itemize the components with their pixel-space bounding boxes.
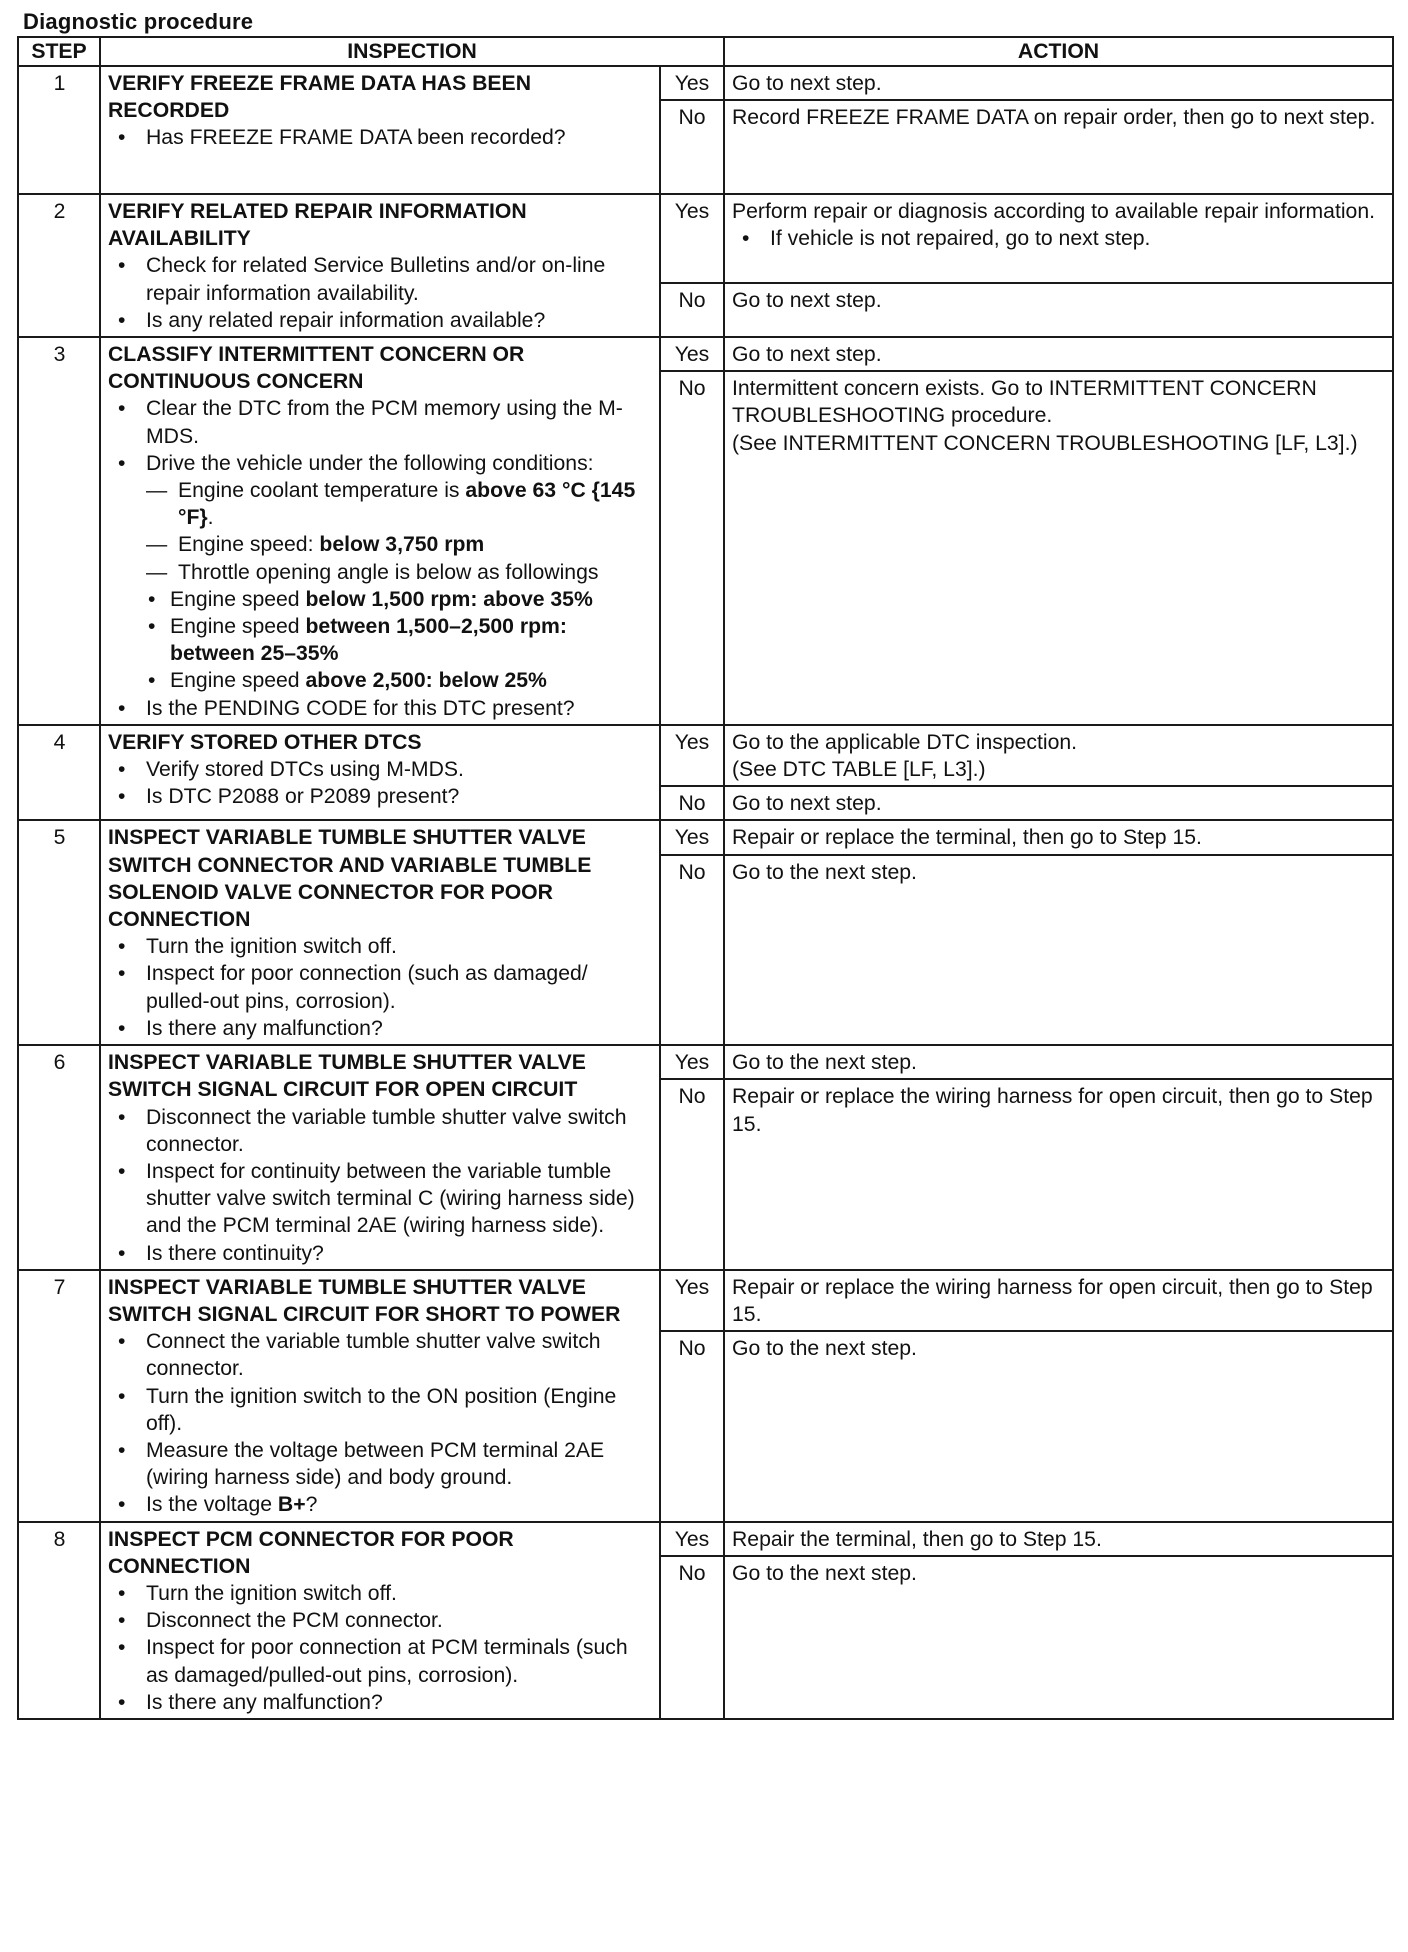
step-inspection <box>100 66 660 194</box>
document-title: Diagnostic procedure <box>23 9 254 34</box>
list-item: • Inspect for poor connection (such as damaged/ pulled-out pins, corrosion). <box>108 960 653 1014</box>
step-4-yes-row <box>18 725 1393 786</box>
no-action: Go to next step. <box>724 283 1393 337</box>
inspection-bullets <box>108 933 653 1042</box>
list-item: • Verify stored DTCs using M-MDS. <box>108 756 653 783</box>
list-item: • Turn the ignition switch to the ON position (Engine off). <box>108 1383 653 1437</box>
list-item: • Inspect for poor connection at PCM terminals (such as damaged/pulled-out pins, corrosion). <box>108 1634 653 1688</box>
inspection-title: INSPECT PCM CONNECTOR FOR POOR CONNECTION <box>108 1527 514 1578</box>
yes-label: Yes <box>660 1270 724 1331</box>
bold-value: between 1,500–2,500 rpm: between 25–35% <box>170 615 567 666</box>
list-item: • Clear the DTC from the PCM memory using the M-MDS. <box>108 395 653 449</box>
list-item: • Inspect for continuity between the variable tumble shutter valve switch terminal C (wiring harness side) and the PCM terminal 2AE (wiring harness side). <box>108 1158 653 1240</box>
yes-label: Yes <box>660 337 724 371</box>
condition-item <box>146 559 653 586</box>
condition-item <box>146 531 653 558</box>
text: Engine speed <box>170 587 306 611</box>
list-item: • Is any related repair information available? <box>108 307 653 334</box>
header-step: STEP <box>18 37 100 66</box>
step-1-yes-row <box>18 66 1393 100</box>
list-item: • Disconnect the variable tumble shutter valve switch connector. <box>108 1104 653 1158</box>
step-number: 5 <box>18 820 100 1045</box>
yes-action: Go to the next step. <box>724 1045 1393 1079</box>
step-number: 2 <box>18 194 100 337</box>
no-label: No <box>660 1556 724 1719</box>
action-text: Perform repair or diagnosis according to available repair information. <box>732 200 1376 223</box>
step-inspection <box>100 725 660 821</box>
throttle-item <box>108 613 653 667</box>
list-item: • Is there any malfunction? <box>108 1015 653 1042</box>
no-action <box>724 371 1393 725</box>
bold-value: above 63 °C {145 °F} <box>178 479 636 530</box>
text: Is the voltage <box>146 1493 278 1517</box>
inspection-title: VERIFY FREEZE FRAME DATA HAS BEEN RECORDED <box>108 72 531 123</box>
text: . <box>207 506 214 530</box>
yes-label: Yes <box>660 66 724 100</box>
inspection-bullets <box>108 252 653 334</box>
action-text: Go to the applicable DTC inspection. <box>732 730 1078 754</box>
yes-action: Repair or replace the terminal, then go to Step 15. <box>724 820 1393 854</box>
step-number: 4 <box>18 725 100 821</box>
inspection-title: INSPECT VARIABLE TUMBLE SHUTTER VALVE SWITCH SIGNAL CIRCUIT FOR OPEN CIRCUIT <box>108 1051 586 1102</box>
yes-label: Yes <box>660 1045 724 1079</box>
no-label: No <box>660 1331 724 1521</box>
diagnostic-table <box>17 36 1394 1720</box>
bold-value: B+ <box>277 1493 306 1517</box>
list-item: • Turn the ignition switch off. <box>108 933 653 960</box>
step-inspection <box>100 1270 660 1522</box>
step-5-yes-row <box>18 820 1393 854</box>
yes-action: Repair or replace the wiring harness for open circuit, then go to Step 15. <box>724 1270 1393 1331</box>
step-number: 8 <box>18 1522 100 1719</box>
no-action: Go to the next step. <box>724 1331 1393 1521</box>
step-inspection <box>100 337 660 725</box>
text: ? <box>305 1493 318 1517</box>
list-item: • Is there any malfunction? <box>108 1689 653 1716</box>
yes-action: Go to next step. <box>724 66 1393 100</box>
yes-label: Yes <box>660 1522 724 1556</box>
step-inspection <box>100 1045 660 1270</box>
bold-value: below 1,500 rpm: above 35% <box>305 587 593 611</box>
action-reference: (See DTC TABLE [LF, L3].) <box>732 758 986 782</box>
list-item: • Is there continuity? <box>108 1240 653 1267</box>
no-label: No <box>660 100 724 194</box>
action-text: Intermittent concern exists. Go to INTERMITTENT CONCERN TROUBLESHOOTING procedure. <box>732 377 1317 428</box>
text: Engine speed <box>170 615 306 639</box>
yes-label: Yes <box>660 194 724 283</box>
list-item: • Turn the ignition switch off. <box>108 1580 653 1607</box>
yes-action: Repair the terminal, then go to Step 15. <box>724 1522 1393 1556</box>
yes-label: Yes <box>660 820 724 854</box>
step-inspection <box>100 820 660 1045</box>
step-number: 3 <box>18 337 100 725</box>
header-row <box>18 37 1393 66</box>
list-item: • Disconnect the PCM connector. <box>108 1607 653 1634</box>
inspection-title: INSPECT VARIABLE TUMBLE SHUTTER VALVE SWITCH CONNECTOR AND VARIABLE TUMBLE SOLENOID VALVE CONNECTOR FOR POOR CONNECTION <box>108 826 592 932</box>
list-item-text: Drive the vehicle under the following conditions: <box>146 451 594 475</box>
inspection-bullets <box>108 1580 653 1716</box>
inspection-bullets <box>108 1328 653 1518</box>
yes-action <box>724 725 1393 786</box>
list-item <box>108 1491 653 1518</box>
no-action: Go to next step. <box>724 786 1393 820</box>
inspection-bullets <box>108 395 653 721</box>
step-number: 1 <box>18 66 100 194</box>
throttle-list <box>108 586 653 695</box>
action-bullets <box>732 225 1386 252</box>
step-6-yes-row <box>18 1045 1393 1079</box>
text: Engine speed <box>170 669 306 693</box>
inspection-bullets <box>108 124 653 151</box>
list-item: • Measure the voltage between PCM terminal 2AE (wiring harness side) and body ground. <box>108 1437 653 1491</box>
step-inspection <box>100 1522 660 1719</box>
step-2-yes-row <box>18 194 1393 283</box>
list-item: • Has FREEZE FRAME DATA been recorded? <box>108 124 653 151</box>
throttle-item <box>108 586 653 613</box>
no-label: No <box>660 786 724 820</box>
no-label: No <box>660 855 724 1045</box>
no-action: Record FREEZE FRAME DATA on repair order, then go to next step. <box>724 100 1393 194</box>
inspection-bullets <box>108 756 653 810</box>
header-inspection: INSPECTION <box>100 37 724 66</box>
step-number: 7 <box>18 1270 100 1522</box>
list-item: • Is DTC P2088 or P2089 present? <box>108 783 653 810</box>
list-item: • Check for related Service Bulletins and/or on-line repair information availability. <box>108 252 653 306</box>
inspection-title: CLASSIFY INTERMITTENT CONCERN OR CONTINUOUS CONCERN <box>108 343 525 394</box>
inspection-title: INSPECT VARIABLE TUMBLE SHUTTER VALVE SWITCH SIGNAL CIRCUIT FOR SHORT TO POWER <box>108 1275 621 1326</box>
document <box>17 8 1392 1720</box>
list-item: • Is the PENDING CODE for this DTC present? <box>108 695 653 722</box>
bold-value: above 2,500: below 25% <box>305 669 547 693</box>
no-action: Repair or replace the wiring harness for open circuit, then go to Step 15. <box>724 1079 1393 1269</box>
step-3-yes-row <box>18 337 1393 371</box>
list-item: • Connect the variable tumble shutter valve switch connector. <box>108 1328 653 1382</box>
bold-value: below 3,750 rpm <box>319 533 485 557</box>
text: Engine speed: <box>178 533 320 557</box>
no-label: No <box>660 371 724 725</box>
yes-action <box>724 194 1393 283</box>
inspection-title: VERIFY RELATED REPAIR INFORMATION AVAILABILITY <box>108 200 527 251</box>
list-item: • If vehicle is not repaired, go to next step. <box>732 225 1386 252</box>
text: Throttle opening angle is below as followings <box>178 560 599 584</box>
step-inspection <box>100 194 660 337</box>
condition-item <box>146 477 653 531</box>
no-action: Go to the next step. <box>724 855 1393 1045</box>
step-number: 6 <box>18 1045 100 1270</box>
list-item <box>108 450 653 695</box>
step-7-yes-row <box>18 1270 1393 1331</box>
no-label: No <box>660 283 724 337</box>
no-action: Go to the next step. <box>724 1556 1393 1719</box>
step-8-yes-row <box>18 1522 1393 1556</box>
yes-label: Yes <box>660 725 724 786</box>
inspection-title: VERIFY STORED OTHER DTCS <box>108 730 422 754</box>
throttle-item <box>108 667 653 694</box>
action-reference: (See INTERMITTENT CONCERN TROUBLESHOOTING [LF, L3].) <box>732 431 1358 455</box>
inspection-bullets <box>108 1104 653 1267</box>
header-action: ACTION <box>724 37 1393 66</box>
yes-action: Go to next step. <box>724 337 1393 371</box>
condition-list <box>146 477 653 586</box>
no-label: No <box>660 1079 724 1269</box>
text: Engine coolant temperature is <box>178 479 466 503</box>
